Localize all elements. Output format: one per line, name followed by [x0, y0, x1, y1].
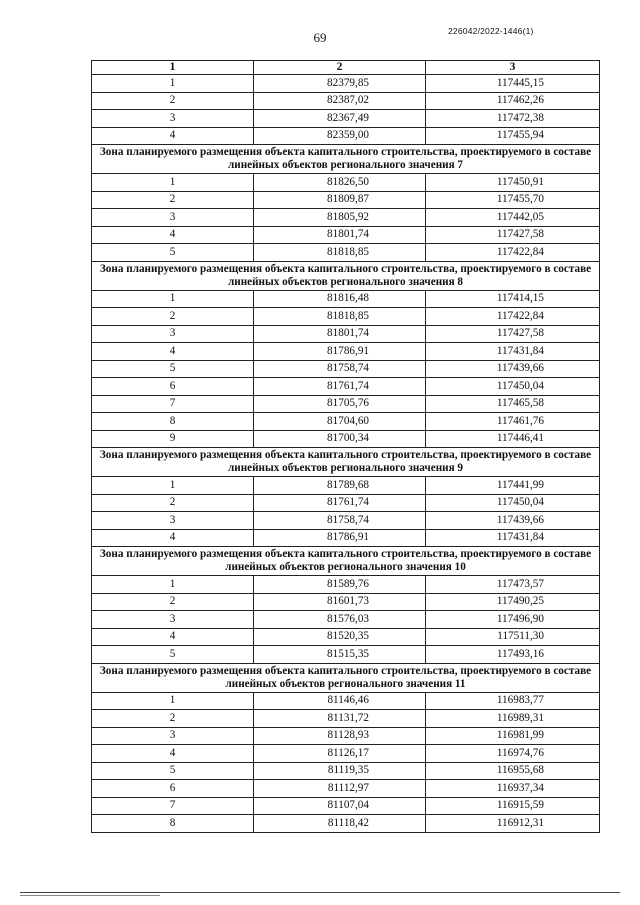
coordinates-table-body: [92, 61, 600, 833]
y-coordinate-cell: 117465,58: [426, 395, 600, 413]
point-number-cell: 3: [92, 325, 254, 343]
y-coordinate-cell: 117462,26: [426, 92, 600, 110]
x-coordinate-cell: 81758,74: [254, 360, 426, 378]
point-number-cell: 8: [92, 815, 254, 833]
zone-title-row: [92, 448, 600, 477]
x-coordinate-cell: 81601,73: [254, 593, 426, 611]
y-coordinate-cell: 116915,59: [426, 797, 600, 815]
x-coordinate-cell: 81761,74: [254, 378, 426, 396]
point-number-cell: 6: [92, 378, 254, 396]
table-row: [92, 191, 600, 209]
y-coordinate-cell: 116955,68: [426, 762, 600, 780]
y-coordinate-cell: 117422,84: [426, 308, 600, 326]
table-row: [92, 209, 600, 227]
table-row: [92, 762, 600, 780]
point-number-cell: 4: [92, 127, 254, 145]
point-number-cell: 1: [92, 75, 254, 93]
zone-title-row: [92, 145, 600, 174]
point-number-cell: 2: [92, 191, 254, 209]
table-row: [92, 611, 600, 629]
point-number-cell: 3: [92, 209, 254, 227]
point-number-cell: 2: [92, 92, 254, 110]
table-row: [92, 343, 600, 361]
point-number-cell: 4: [92, 529, 254, 547]
y-coordinate-cell: 117511,30: [426, 628, 600, 646]
x-coordinate-cell: 82387,02: [254, 92, 426, 110]
table-row: [92, 244, 600, 262]
x-coordinate-cell: 81131,72: [254, 710, 426, 728]
column-header: 2: [254, 61, 426, 75]
table-row: [92, 692, 600, 710]
point-number-cell: 4: [92, 745, 254, 763]
table-row: [92, 727, 600, 745]
table-row: [92, 710, 600, 728]
x-coordinate-cell: 81809,87: [254, 191, 426, 209]
table-row: [92, 174, 600, 192]
table-row: [92, 646, 600, 664]
y-coordinate-cell: 117455,94: [426, 127, 600, 145]
y-coordinate-cell: 116989,31: [426, 710, 600, 728]
zone-title: Зона планируемого размещения объекта капитального строительства, проектируемого в составе линейных объектов регионального значения 9: [92, 448, 600, 477]
table-row: [92, 430, 600, 448]
y-coordinate-cell: 117493,16: [426, 646, 600, 664]
zone-title: Зона планируемого размещения объекта капитального строительства, проектируемого в составе линейных объектов регионального значения 11: [92, 663, 600, 692]
table-row: [92, 815, 600, 833]
x-coordinate-cell: 81816,48: [254, 290, 426, 308]
x-coordinate-cell: 81700,34: [254, 430, 426, 448]
point-number-cell: 5: [92, 646, 254, 664]
y-coordinate-cell: 117422,84: [426, 244, 600, 262]
y-coordinate-cell: 117472,38: [426, 110, 600, 128]
table-row: [92, 110, 600, 128]
point-number-cell: 6: [92, 780, 254, 798]
table-row: [92, 797, 600, 815]
x-coordinate-cell: 81119,35: [254, 762, 426, 780]
zone-title: Зона планируемого размещения объекта капитального строительства, проектируемого в составе линейных объектов регионального значения 10: [92, 547, 600, 576]
zone-title: Зона планируемого размещения объекта капитального строительства, проектируемого в составе линейных объектов регионального значения 8: [92, 261, 600, 290]
point-number-cell: 5: [92, 244, 254, 262]
y-coordinate-cell: 117431,84: [426, 529, 600, 547]
point-number-cell: 8: [92, 413, 254, 431]
x-coordinate-cell: 81705,76: [254, 395, 426, 413]
x-coordinate-cell: 81589,76: [254, 576, 426, 594]
table-row: [92, 745, 600, 763]
point-number-cell: 4: [92, 226, 254, 244]
zone-title-row: [92, 663, 600, 692]
table-row: [92, 360, 600, 378]
point-number-cell: 1: [92, 174, 254, 192]
y-coordinate-cell: 116981,99: [426, 727, 600, 745]
x-coordinate-cell: 81786,91: [254, 343, 426, 361]
y-coordinate-cell: 117490,25: [426, 593, 600, 611]
point-number-cell: 3: [92, 110, 254, 128]
x-coordinate-cell: 81146,46: [254, 692, 426, 710]
table-row: [92, 395, 600, 413]
point-number-cell: 1: [92, 290, 254, 308]
footer-rule-short: [20, 895, 160, 896]
y-coordinate-cell: 116983,77: [426, 692, 600, 710]
x-coordinate-cell: 81786,91: [254, 529, 426, 547]
x-coordinate-cell: 81801,74: [254, 226, 426, 244]
point-number-cell: 3: [92, 611, 254, 629]
table-row: [92, 378, 600, 396]
point-number-cell: 1: [92, 477, 254, 495]
zone-title-row: [92, 261, 600, 290]
x-coordinate-cell: 81761,74: [254, 494, 426, 512]
point-number-cell: 3: [92, 727, 254, 745]
point-number-cell: 2: [92, 593, 254, 611]
x-coordinate-cell: 81818,85: [254, 244, 426, 262]
table-row: [92, 226, 600, 244]
table-row: [92, 75, 600, 93]
column-header: 1: [92, 61, 254, 75]
table-row: [92, 780, 600, 798]
y-coordinate-cell: 117496,90: [426, 611, 600, 629]
y-coordinate-cell: 117439,66: [426, 512, 600, 530]
x-coordinate-cell: 82359,00: [254, 127, 426, 145]
x-coordinate-cell: 81126,17: [254, 745, 426, 763]
x-coordinate-cell: 81112,97: [254, 780, 426, 798]
table-row: [92, 413, 600, 431]
y-coordinate-cell: 117455,70: [426, 191, 600, 209]
x-coordinate-cell: 81801,74: [254, 325, 426, 343]
table-row: [92, 628, 600, 646]
y-coordinate-cell: 116912,31: [426, 815, 600, 833]
x-coordinate-cell: 81128,93: [254, 727, 426, 745]
table-row: [92, 512, 600, 530]
x-coordinate-cell: 81118,42: [254, 815, 426, 833]
x-coordinate-cell: 81826,50: [254, 174, 426, 192]
point-number-cell: 2: [92, 494, 254, 512]
x-coordinate-cell: 81107,04: [254, 797, 426, 815]
y-coordinate-cell: 116974,76: [426, 745, 600, 763]
table-row: [92, 494, 600, 512]
coordinates-table: [91, 60, 600, 833]
y-coordinate-cell: 116937,34: [426, 780, 600, 798]
y-coordinate-cell: 117431,84: [426, 343, 600, 361]
x-coordinate-cell: 82379,85: [254, 75, 426, 93]
x-coordinate-cell: 81704,60: [254, 413, 426, 431]
point-number-cell: 5: [92, 360, 254, 378]
y-coordinate-cell: 117427,58: [426, 325, 600, 343]
y-coordinate-cell: 117473,57: [426, 576, 600, 594]
x-coordinate-cell: 82367,49: [254, 110, 426, 128]
y-coordinate-cell: 117427,58: [426, 226, 600, 244]
x-coordinate-cell: 81515,35: [254, 646, 426, 664]
y-coordinate-cell: 117446,41: [426, 430, 600, 448]
point-number-cell: 7: [92, 395, 254, 413]
table-row: [92, 593, 600, 611]
x-coordinate-cell: 81805,92: [254, 209, 426, 227]
table-row: [92, 325, 600, 343]
table-row: [92, 308, 600, 326]
point-number-cell: 9: [92, 430, 254, 448]
point-number-cell: 7: [92, 797, 254, 815]
x-coordinate-cell: 81758,74: [254, 512, 426, 530]
point-number-cell: 2: [92, 710, 254, 728]
y-coordinate-cell: 117450,04: [426, 378, 600, 396]
x-coordinate-cell: 81818,85: [254, 308, 426, 326]
y-coordinate-cell: 117450,91: [426, 174, 600, 192]
table-row: [92, 477, 600, 495]
x-coordinate-cell: 81576,03: [254, 611, 426, 629]
point-number-cell: 4: [92, 343, 254, 361]
zone-title-row: [92, 547, 600, 576]
y-coordinate-cell: 117461,76: [426, 413, 600, 431]
page-number: 69: [313, 30, 327, 45]
x-coordinate-cell: 81789,68: [254, 477, 426, 495]
point-number-cell: 4: [92, 628, 254, 646]
point-number-cell: 2: [92, 308, 254, 326]
table-row: [92, 290, 600, 308]
document-number: 226042/2022-1446(1): [448, 26, 534, 36]
column-header: 3: [426, 61, 600, 75]
table-row: [92, 576, 600, 594]
point-number-cell: 1: [92, 576, 254, 594]
footer-rule: [20, 892, 620, 893]
y-coordinate-cell: 117445,15: [426, 75, 600, 93]
point-number-cell: 5: [92, 762, 254, 780]
x-coordinate-cell: 81520,35: [254, 628, 426, 646]
y-coordinate-cell: 117439,66: [426, 360, 600, 378]
table-row: [92, 529, 600, 547]
table-header-row: [92, 61, 600, 75]
zone-title: Зона планируемого размещения объекта капитального строительства, проектируемого в составе линейных объектов регионального значения 7: [92, 145, 600, 174]
table-row: [92, 92, 600, 110]
point-number-cell: 1: [92, 692, 254, 710]
y-coordinate-cell: 117450,04: [426, 494, 600, 512]
y-coordinate-cell: 117442,05: [426, 209, 600, 227]
y-coordinate-cell: 117414,15: [426, 290, 600, 308]
y-coordinate-cell: 117441,99: [426, 477, 600, 495]
point-number-cell: 3: [92, 512, 254, 530]
table-row: [92, 127, 600, 145]
